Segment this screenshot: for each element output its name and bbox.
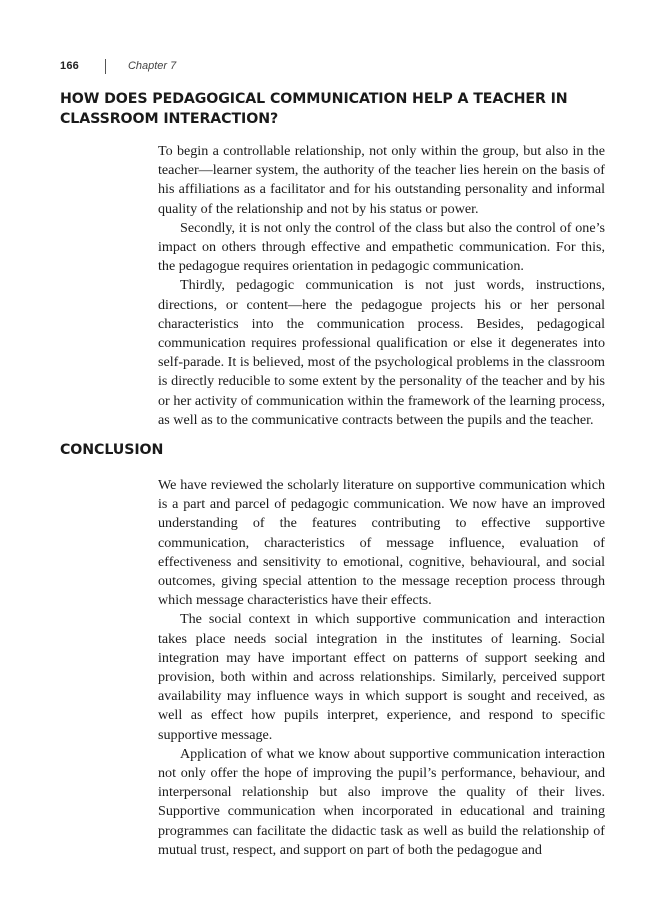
running-head-divider	[105, 59, 106, 74]
section-heading-conclusion: CONCLUSION	[60, 442, 164, 458]
page-number: 166	[60, 60, 79, 72]
body-paragraph: Thirdly, pedagogic communication is not just words, instructions, directions, or content—here the pedagogue projects his or her personal characteristics into the communication process. Besides, pedagogical communication requires professional qualification or else it degenerates into self-parade. It is believed, most of the psychological problems in the classroom is directly reducible to some extent by the personality of the teacher and by his or her activity of communication within the framework of the learning process, as well as to the communicative contracts between the pupils and the teacher.	[158, 277, 605, 428]
body-paragraph: Secondly, it is not only the control of the class but also the control of one’s impact on others through effective and empathetic communication. For this, the pedagogue requires orientation in pedagogic communication.	[158, 219, 605, 275]
body-paragraph: We have reviewed the scholarly literature on supportive communication which is a part and parcel of pedagogic communication. We now have an improved understanding of the features contributing to effective supportive communication, characteristics of message influence, evaluation of effectiveness and sensitivity to emotional, cognitive, behavioural, and social outcomes, giving special attention to the message reception process through which message characteristics have their effects.	[158, 477, 605, 609]
body-paragraph: Application of what we know about supportive communication interaction not only offer the hope of improving the pupil’s performance, behaviour, and interpersonal relationship but also improve the quality of their lives. Supportive communication when incorporated in educational and training programmes can facilitate the didactic task as well as build the relationship of mutual trust, respect, and support on part of both the pedagogue and	[158, 745, 605, 858]
body-paragraph: The social context in which supportive communication and interaction takes place needs social integration in the institutes of learning. Social integration may have important effect on patterns of support seeking and provision, both within and across relationships. Similarly, perceived support availability may influence ways in which support is sought and received, as well as effect how pupils interpret, experience, and respond to specific supportive message.	[158, 611, 605, 743]
running-head	[60, 57, 176, 75]
chapter-label: Chapter 7	[127, 60, 177, 72]
body-paragraph: To begin a controllable relationship, not only within the group, but also in the teacher—learner system, the authority of the teacher lies herein on the basis of his affiliations as a facilitator and for his outstanding personality and informal quality of the relationship and not by his status or power.	[158, 143, 605, 217]
section-heading-pedagogical-communication: HOW DOES PEDAGOGICAL COMMUNICATION HELP A TEACHER IN CLASSROOM INTERACTION?	[60, 91, 568, 127]
section-body-pedagogical-communication	[158, 142, 605, 430]
section-body-conclusion	[158, 476, 605, 860]
